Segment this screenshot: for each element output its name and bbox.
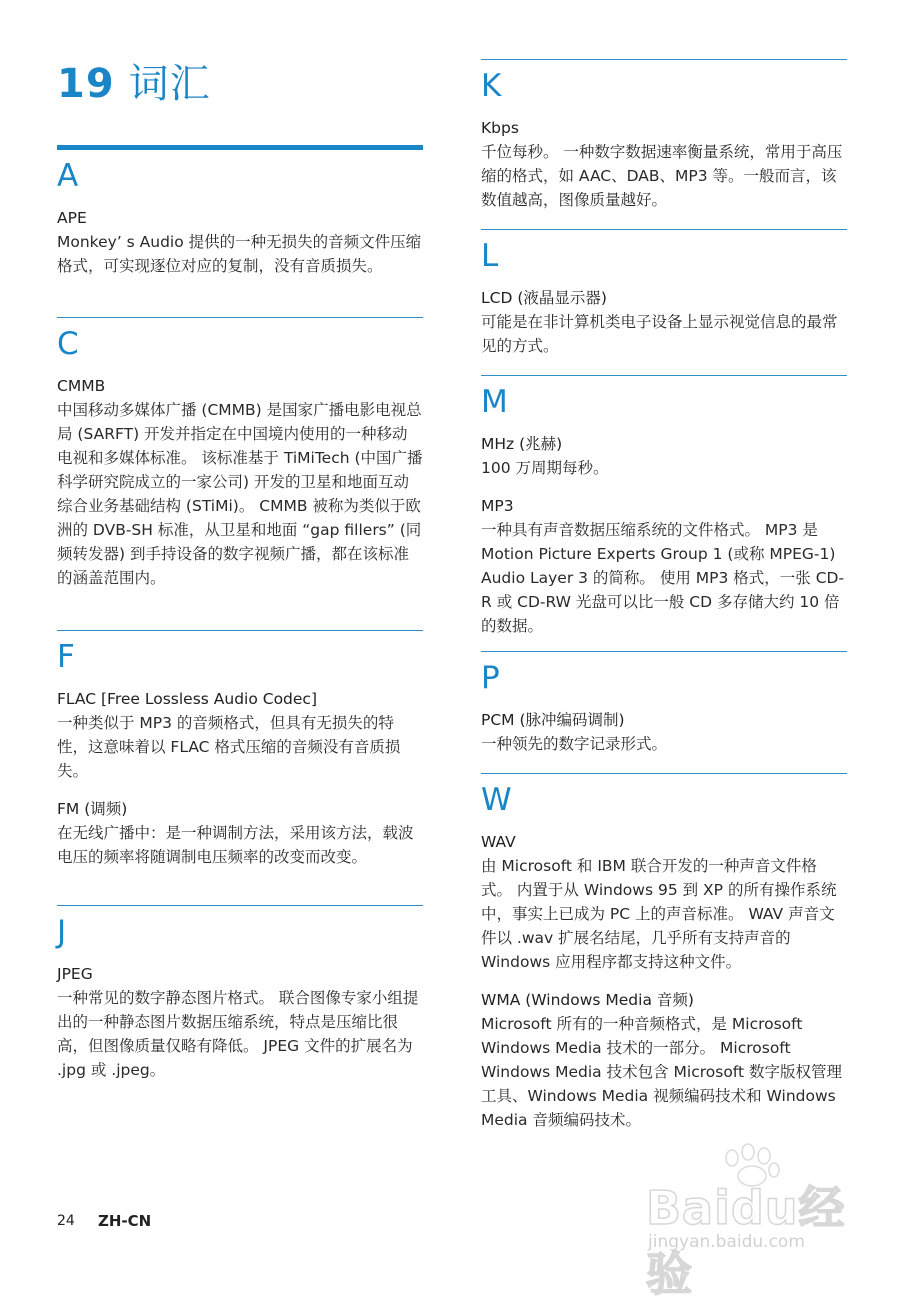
chapter-name: 词汇 [128, 61, 211, 107]
glossary-term: FLAC [Free Lossless Audio Codec] [57, 690, 318, 708]
glossary-term: MP3 [481, 497, 514, 515]
glossary-term: WMA (Windows Media 音频) [481, 991, 694, 1009]
glossary-term: PCM (脉冲编码调制) [481, 711, 625, 729]
glossary-definition: 一种具有声音数据压缩系统的文件格式。 MP3 是 Motion Picture Experts Group 1 (或称 MPEG-1) Audio Layer 3 的简称。 使用 MP3 格式，一张 CD-R 或 CD-RW 光盘可以比一般 CD 多存储大约 10 倍的数据。 [481, 521, 845, 635]
glossary-term: FM (调频) [57, 800, 128, 818]
section-a [57, 145, 423, 278]
section-m [481, 375, 847, 638]
glossary-term: LCD (液晶显示器) [481, 289, 607, 307]
section-letter: M [481, 384, 508, 420]
glossary-term: Kbps [481, 119, 519, 137]
glossary-definition: 可能是在非计算机类电子设备上显示视觉信息的最常见的方式。 [481, 313, 838, 355]
glossary-term: WAV [481, 833, 516, 851]
section-letter: P [481, 660, 500, 696]
section-j [57, 905, 423, 1082]
glossary-definition: Microsoft 所有的一种音频格式，是 Microsoft Windows Media 技术的一部分。 Microsoft Windows Media 技术包含 Microsoft 数字版权管理工具、Windows Media 视频编码技术和 Windows Media 音频编码技术。 [481, 1015, 842, 1129]
glossary-definition: 一种常见的数字静态图片格式。 联合图像专家小组提出的一种静态图片数据压缩系统，特点是压缩比很高，但图像质量仅略有降低。 JPEG 文件的扩展名为 .jpg 或 .jpeg。 [57, 989, 419, 1079]
glossary-term: CMMB [57, 377, 106, 395]
section-divider [481, 59, 847, 60]
section-c [57, 317, 423, 590]
section-divider [57, 630, 423, 631]
glossary-definition: 在无线广播中：是一种调制方法，采用该方法，载波电压的频率将随调制电压频率的改变而改变。 [57, 824, 414, 866]
section-p [481, 651, 847, 756]
section-divider [57, 145, 423, 150]
glossary-definition: 千位每秒。 一种数字数据速率衡量系统，常用于高压缩的格式，如 AAC、DAB、MP3 等。一般而言，该数值越高，图像质量越好。 [481, 143, 843, 209]
page-number: 24 [57, 1213, 75, 1229]
section-divider [57, 317, 423, 318]
glossary-definition: 一种类似于 MP3 的音频格式，但具有无损失的特性，这意味着以 FLAC 格式压缩的音频没有音质损失。 [57, 714, 401, 780]
section-letter: C [57, 326, 79, 362]
section-divider [481, 375, 847, 376]
glossary-definition: 中国移动多媒体广播 (CMMB) 是国家广播电影电视总局 (SARFT) 开发并指定在中国境内使用的一种移动电视和多媒体标准。 该标准基于 TiMiTech (中国广播科学研究院成立的一家公司) 开发的卫星和地面互动综合业务基础结构 (STiMi)。 CMMB 被称为类似于欧洲的 DVB-SH 标准，从卫星和地面 “gap fillers” (同频转发器) 到手持设备的数字视频广播，都在该标准的涵盖范围内。 [57, 401, 423, 587]
glossary-term: JPEG [57, 965, 93, 983]
glossary-definition: 一种领先的数字记录形式。 [481, 735, 668, 753]
chapter-title [57, 52, 211, 109]
section-divider [481, 229, 847, 230]
section-k [481, 59, 847, 212]
glossary-definition: 由 Microsoft 和 IBM 联合开发的一种声音文件格式。 内置于从 Windows 95 到 XP 的所有操作系统中，事实上已成为 PC 上的声音标准。 WAV 声音文件以 .wav 扩展名结尾，几乎所有支持声音的 Windows 应用程序都支持这种文件。 [481, 857, 837, 971]
section-divider [481, 651, 847, 652]
glossary-term: APE [57, 209, 87, 227]
baidu-watermark [640, 1140, 855, 1301]
glossary-definition: Monkey’ s Audio 提供的一种无损失的音频文件压缩格式，可实现逐位对应的复制，没有音质损失。 [57, 233, 422, 275]
section-w [481, 773, 847, 1132]
section-letter: J [57, 914, 67, 950]
chapter-number: 19 [57, 61, 115, 107]
language-code: ZH-CN [98, 1212, 152, 1230]
section-letter: A [57, 158, 79, 194]
section-letter: W [481, 782, 512, 818]
section-letter: F [57, 639, 75, 675]
section-letter: K [481, 68, 502, 104]
section-divider [57, 905, 423, 906]
section-divider [481, 773, 847, 774]
watermark-url: jingyan.baidu.com [648, 1232, 805, 1252]
glossary-term: MHz (兆赫) [481, 435, 563, 453]
section-l [481, 229, 847, 358]
glossary-definition: 100 万周期每秒。 [481, 459, 609, 477]
section-f [57, 630, 423, 869]
section-letter: L [481, 238, 499, 274]
watermark-logo: Baidu经验 [646, 1181, 846, 1301]
